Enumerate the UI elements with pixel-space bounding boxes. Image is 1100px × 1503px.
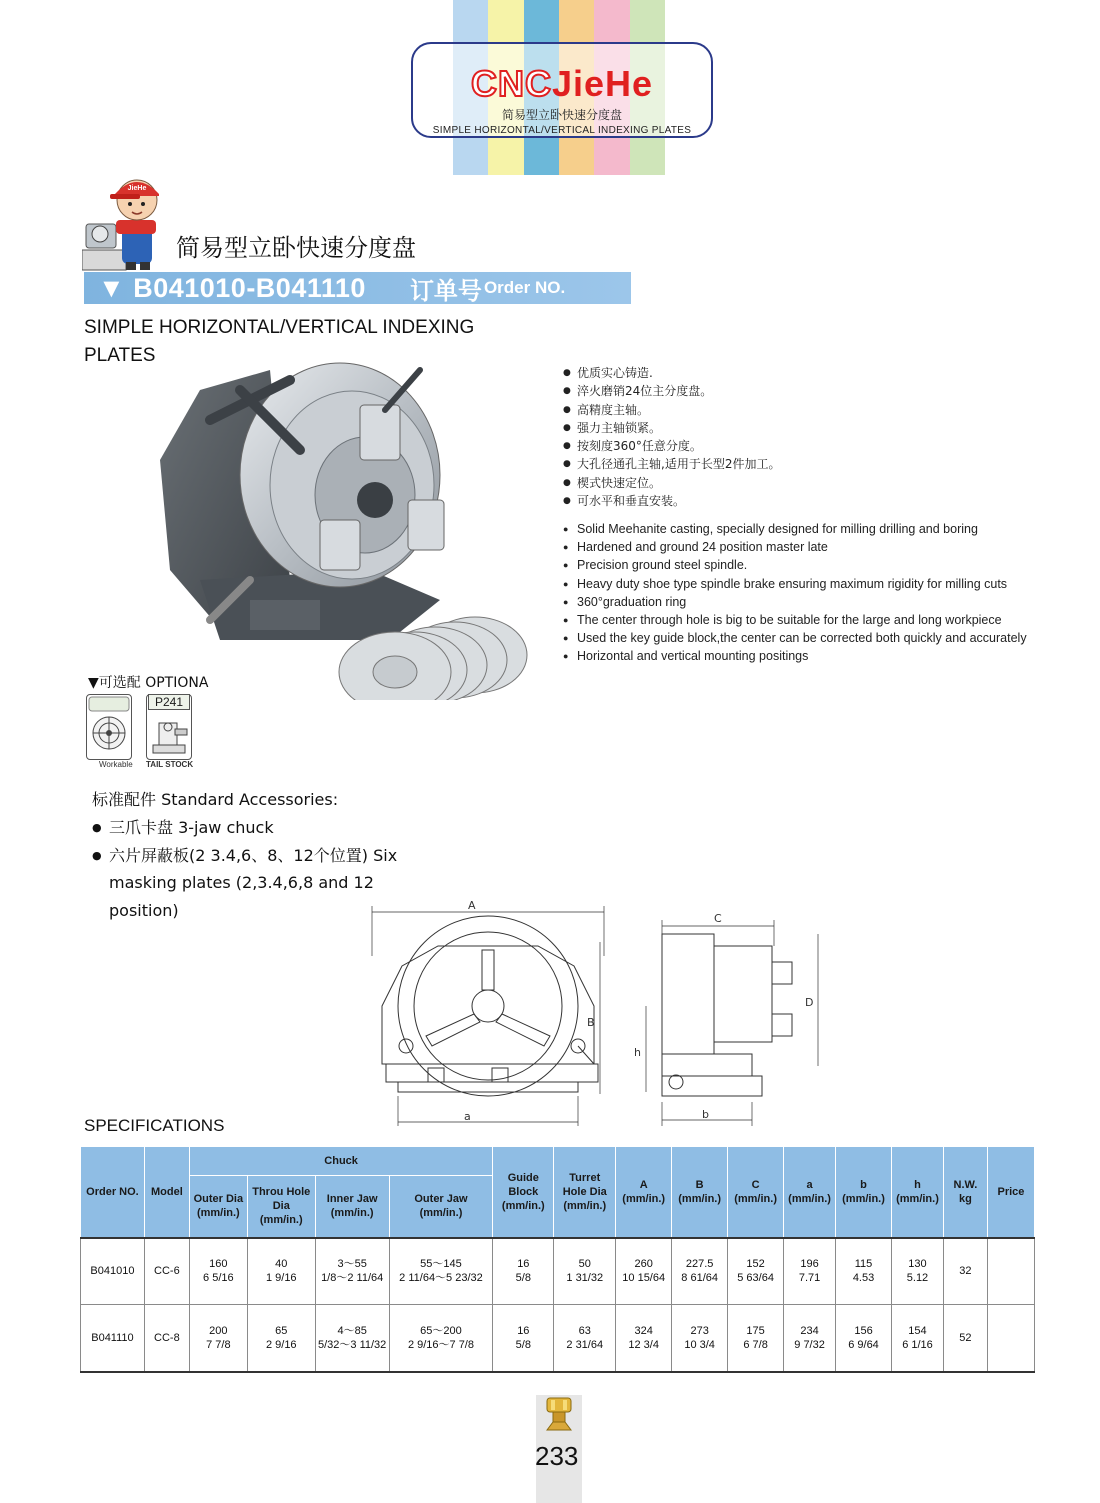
cell-value-in: 5/8	[515, 1338, 531, 1351]
cell-value-in: 4.53	[852, 1272, 875, 1285]
cell-value-in: 10 3/4	[684, 1338, 715, 1351]
cell-value-in: 2 31/64	[566, 1338, 604, 1351]
header-C: C (mm/in.)	[728, 1147, 784, 1238]
dimension-label-D: D	[805, 996, 814, 1009]
cell-value-mm: 160	[209, 1258, 228, 1271]
table-row	[81, 1305, 1035, 1372]
cell-value-mm: 234	[800, 1324, 819, 1337]
cell-value-mm: 65～200	[420, 1324, 462, 1337]
dimension-label-a: a	[464, 1110, 471, 1123]
cell-value-mm: 115	[854, 1258, 873, 1271]
cell-value-in: 9 7/32	[794, 1338, 825, 1351]
cell-a	[784, 1305, 836, 1372]
cell-outer-jaw	[389, 1305, 493, 1372]
order-label-en: Order NO.	[483, 278, 566, 297]
header-chuck: Chuck	[189, 1147, 492, 1176]
feature-en-item: ● Solid Meehanite casting, specially designed for milling drilling and boring	[563, 520, 1033, 538]
logo-subtitle-cn: 简易型立卧快速分度盘	[501, 108, 622, 122]
header-b: b (mm/in.)	[836, 1147, 892, 1238]
cell-value-in: 6 1/16	[902, 1338, 933, 1351]
logo-cnc: CNC	[470, 63, 552, 104]
feature-cn-item: ● 高精度主轴。	[563, 401, 780, 419]
table-row	[81, 1238, 1035, 1305]
side-view-drawing	[632, 906, 824, 1128]
cell-order-no: B041010	[81, 1238, 145, 1305]
cell-value-in: 8 61/64	[681, 1272, 718, 1285]
cell-b	[836, 1238, 892, 1305]
feature-cn-item: ● 淬火磨销24位主分度盘。	[563, 382, 780, 400]
cell-turret-hole	[554, 1238, 616, 1305]
header-inner-jaw: Inner Jaw (mm/in.)	[315, 1176, 389, 1238]
header-a: a (mm/in.)	[784, 1147, 836, 1238]
cell-price	[987, 1305, 1034, 1372]
cell-value-in: 5 63/64	[737, 1272, 774, 1285]
cell-outer-dia	[189, 1238, 247, 1305]
cell-B	[672, 1305, 728, 1372]
front-view-drawing	[368, 896, 620, 1128]
option-caption-tail-stock: TAIL STOCK	[146, 760, 194, 769]
product-image	[140, 350, 540, 700]
cell-model: CC-6	[144, 1238, 189, 1305]
option-workable-plate[interactable]	[86, 694, 132, 760]
brand-logo	[413, 63, 711, 104]
cell-value-mm: 154	[908, 1324, 927, 1337]
cell-value-mm: 3～55	[337, 1258, 367, 1271]
features-list-en	[563, 520, 1033, 666]
dimension-label-b: b	[702, 1108, 709, 1121]
page-title-cn: 简易型立卧快速分度盘	[176, 234, 416, 262]
page-number: 233	[535, 1441, 579, 1471]
cell-value-mm: 130	[908, 1258, 927, 1271]
cell-value-in: 2 9/16	[265, 1338, 297, 1351]
accessories-title: 标准配件 Standard Accessories:	[92, 790, 339, 809]
cell-outer-dia	[189, 1305, 247, 1372]
option-caption-workable: Workable	[99, 760, 133, 769]
cell-value-mm: 152	[746, 1258, 765, 1271]
header-A: A (mm/in.)	[616, 1147, 672, 1238]
cell-value-mm: 175	[746, 1324, 765, 1337]
cell-throu-hole	[247, 1305, 315, 1372]
feature-cn-item: ● 可水平和垂直安装。	[563, 492, 780, 510]
cell-inner-jaw	[315, 1238, 389, 1305]
cell-h	[892, 1305, 944, 1372]
chuck-footer-icon	[543, 1396, 575, 1432]
cell-nw: 52	[943, 1305, 987, 1372]
cell-outer-jaw	[389, 1238, 493, 1305]
logo-subtitle-en: SIMPLE HORIZONTAL/VERTICAL INDEXING PLATES	[432, 125, 692, 136]
cell-throu-hole	[247, 1238, 315, 1305]
cell-A	[616, 1238, 672, 1305]
dimension-label-h: h	[634, 1046, 641, 1059]
header-nw: N.W. kg	[943, 1147, 987, 1238]
cell-value-in: 5/8	[515, 1272, 531, 1285]
workable-plate-icon	[87, 695, 131, 759]
cell-value-in: 7.71	[798, 1272, 821, 1285]
header-outer-jaw: Outer Jaw (mm/in.)	[389, 1176, 493, 1238]
header-order-no: Order NO.	[81, 1147, 145, 1238]
feature-en-item: ● The center through hole is big to be suitable for the large and long workpiece	[563, 611, 1033, 629]
cell-value-mm: 16	[517, 1258, 530, 1271]
specifications-title: SPECIFICATIONS	[84, 1116, 225, 1135]
cell-value-in: 1 31/32	[566, 1272, 604, 1285]
cell-value-in: 1 9/16	[265, 1272, 297, 1285]
features-list-cn	[563, 364, 780, 510]
header-turret-hole: Turret Hole Dia (mm/in.)	[554, 1147, 616, 1238]
header-B: B (mm/in.)	[672, 1147, 728, 1238]
cell-value-in: 1/8～2 11/64	[321, 1272, 384, 1285]
cell-value-mm: 273	[690, 1324, 709, 1337]
cell-value-in: 2 9/16～7 7/8	[407, 1338, 474, 1351]
cell-price	[987, 1238, 1034, 1305]
cell-A	[616, 1305, 672, 1372]
header-price: Price	[987, 1147, 1034, 1238]
cell-value-in: 2 11/64～5 23/32	[399, 1272, 483, 1285]
cell-value-mm: 40	[275, 1258, 288, 1271]
cell-turret-hole	[554, 1305, 616, 1372]
cell-value-in: 7 7/8	[206, 1338, 231, 1351]
cell-C	[728, 1238, 784, 1305]
cell-value-in: 12 3/4	[628, 1338, 659, 1351]
cell-value-mm: 65	[275, 1324, 288, 1337]
cell-value-mm: 16	[517, 1324, 530, 1337]
cell-B	[672, 1238, 728, 1305]
cell-value-in: 5/32～3 11/32	[318, 1338, 387, 1351]
cell-value-in: 5.12	[906, 1272, 929, 1285]
option-badge-p241: P241	[148, 694, 190, 710]
dimension-label-B: B	[587, 1016, 595, 1029]
cell-b	[836, 1305, 892, 1372]
feature-en-item: ● 360°graduation ring	[563, 593, 1033, 611]
cell-value-mm: 156	[854, 1324, 873, 1337]
header-model: Model	[144, 1147, 189, 1238]
cell-value-in: 6 7/8	[743, 1338, 768, 1351]
cell-value-mm: 200	[209, 1324, 228, 1337]
feature-cn-item: ● 楔式快速定位。	[563, 474, 780, 492]
order-code: ▼ B041010-B041110	[98, 272, 366, 303]
cell-value-mm: 4～85	[337, 1324, 367, 1337]
feature-cn-item: ● 大孔径通孔主轴,适用于长型2件加工。	[563, 455, 780, 473]
logo-brand: JieHe	[551, 63, 654, 104]
feature-cn-item: ● 强力主轴锁紧。	[563, 419, 780, 437]
header-outer-dia: Outer Dia (mm/in.)	[189, 1176, 247, 1238]
cell-guide-block	[493, 1238, 554, 1305]
cell-a	[784, 1238, 836, 1305]
cell-value-mm: 324	[634, 1324, 653, 1337]
accessory-item: ● 三爪卡盘 3-jaw chuck	[92, 814, 422, 842]
feature-cn-item: ● 按刻度360°任意分度。	[563, 437, 780, 455]
header-throu-hole: Throu Hole Dia (mm/in.)	[247, 1176, 315, 1238]
accessory-item: ● 六片屏蔽板(2 3.4,6、8、12个位置) Six masking plates (2,3.4,6,8 and 12 position)	[92, 842, 422, 925]
dimension-label-A: A	[468, 899, 476, 912]
cell-value-mm: 196	[800, 1258, 819, 1271]
optional-title: ▼可选配 OPTIONA	[88, 675, 209, 691]
cell-h	[892, 1238, 944, 1305]
feature-en-item: ● Hardened and ground 24 position master late	[563, 538, 1033, 556]
order-label-cn: 订单号	[409, 276, 482, 305]
cell-value-mm: 227.5	[685, 1258, 714, 1271]
cell-value-in: 10 15/64	[622, 1272, 666, 1285]
cell-model: CC-8	[144, 1305, 189, 1372]
feature-cn-item: ● 优质实心铸造.	[563, 364, 780, 382]
feature-en-item: ● Precision ground steel spindle.	[563, 556, 1033, 574]
cell-value-mm: 55～145	[420, 1258, 462, 1271]
cell-C	[728, 1305, 784, 1372]
header-h: h (mm/in.)	[892, 1147, 944, 1238]
dimension-label-C: C	[714, 912, 722, 925]
header-guide-block: Guide Block (mm/in.)	[493, 1147, 554, 1238]
cell-value-mm: 260	[634, 1258, 653, 1271]
brand-logo-box	[411, 42, 713, 138]
cell-value-mm: 63	[578, 1324, 591, 1337]
specifications-table	[80, 1146, 1035, 1373]
cell-inner-jaw	[315, 1305, 389, 1372]
mascot-icon	[82, 172, 162, 272]
feature-en-item: ● Horizontal and vertical mounting positings	[563, 647, 1033, 665]
page-title-en: SIMPLE HORIZONTAL/VERTICAL INDEXING PLATES	[84, 317, 475, 366]
cell-guide-block	[493, 1305, 554, 1372]
cell-value-in: 6 9/64	[848, 1338, 879, 1351]
cell-value-mm: 50	[578, 1258, 591, 1271]
order-number-bar	[84, 272, 631, 304]
cell-value-in: 6 5/16	[203, 1272, 234, 1285]
feature-en-item: ● Used the key guide block,the center can be corrected both quickly and accurately	[563, 629, 1033, 647]
cell-order-no: B041110	[81, 1305, 145, 1372]
feature-en-item: ● Heavy duty shoe type spindle brake ensuring maximum rigidity for milling cuts	[563, 575, 1033, 593]
cell-nw: 32	[943, 1238, 987, 1305]
mascot-cap-text: JieHe	[127, 185, 147, 192]
